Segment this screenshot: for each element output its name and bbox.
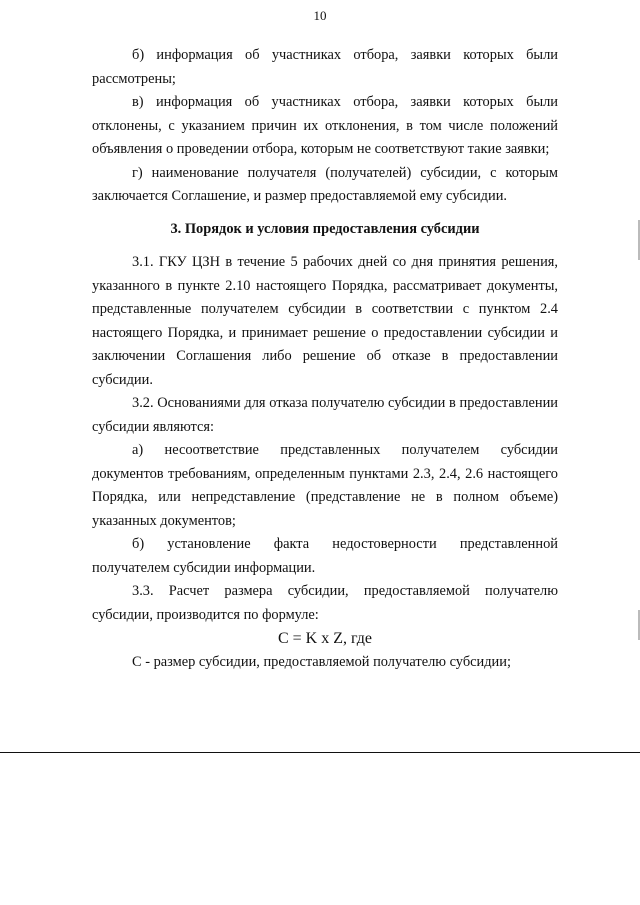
paragraph-3-2-b: б) установление факта недостоверности представленной получателем субсидии информации. (92, 536, 558, 576)
formula: C = K x Z, где (277, 630, 373, 647)
paragraph-c-definition: С - размер субсидии, предоставляемой получателю субсидии; (132, 654, 511, 670)
paragraph-3-2: 3.2. Основаниями для отказа получателю субсидии в предоставлении субсидии являются: (92, 395, 558, 435)
paragraph-3-3: 3.3. Расчет размера субсидии, предоставляемой получателю субсидии, производится по формуле: (92, 583, 558, 623)
paragraph-v-participants: в) информация об участниках отбора, заявки которых были отклонены, с указанием причин их отклонения, в том числе положений объявления о проведении отбора, которым не соответствуют такие заявки; (92, 94, 558, 157)
paragraph-3-2-a: а) несоответствие представленных получателем субсидии документов требованиям, определенным пунктами 2.3, 2.4, 2.6 настоящего Порядка, или непредставление (представление не в полном объеме) указанных документов; (92, 442, 558, 529)
document-body (92, 44, 558, 675)
page-divider-line (0, 752, 640, 753)
paragraph-3-1: 3.1. ГКУ ЦЗН в течение 5 рабочих дней со дня принятия решения, указанного в пункте 2.10 настоящего Порядка, рассматривает документы, представленные получателем субсидии в соответствии с пунктом 2.4 настоящего Порядка, и принимает решение о предоставлении субсидии и заключении Соглашения либо решение об отказе в предоставлении субсидии. (92, 254, 558, 388)
paragraph-g-recipient: г) наименование получателя (получателей) субсидии, с которым заключается Соглашение, и размер предоставляемой ему субсидии. (92, 164, 558, 204)
page-number: 10 (313, 8, 327, 23)
section-heading: 3. Порядок и условия предоставления субсидии (170, 220, 480, 237)
paragraph-b-participants: б) информация об участниках отбора, заявки которых были рассмотрены; (92, 47, 558, 87)
